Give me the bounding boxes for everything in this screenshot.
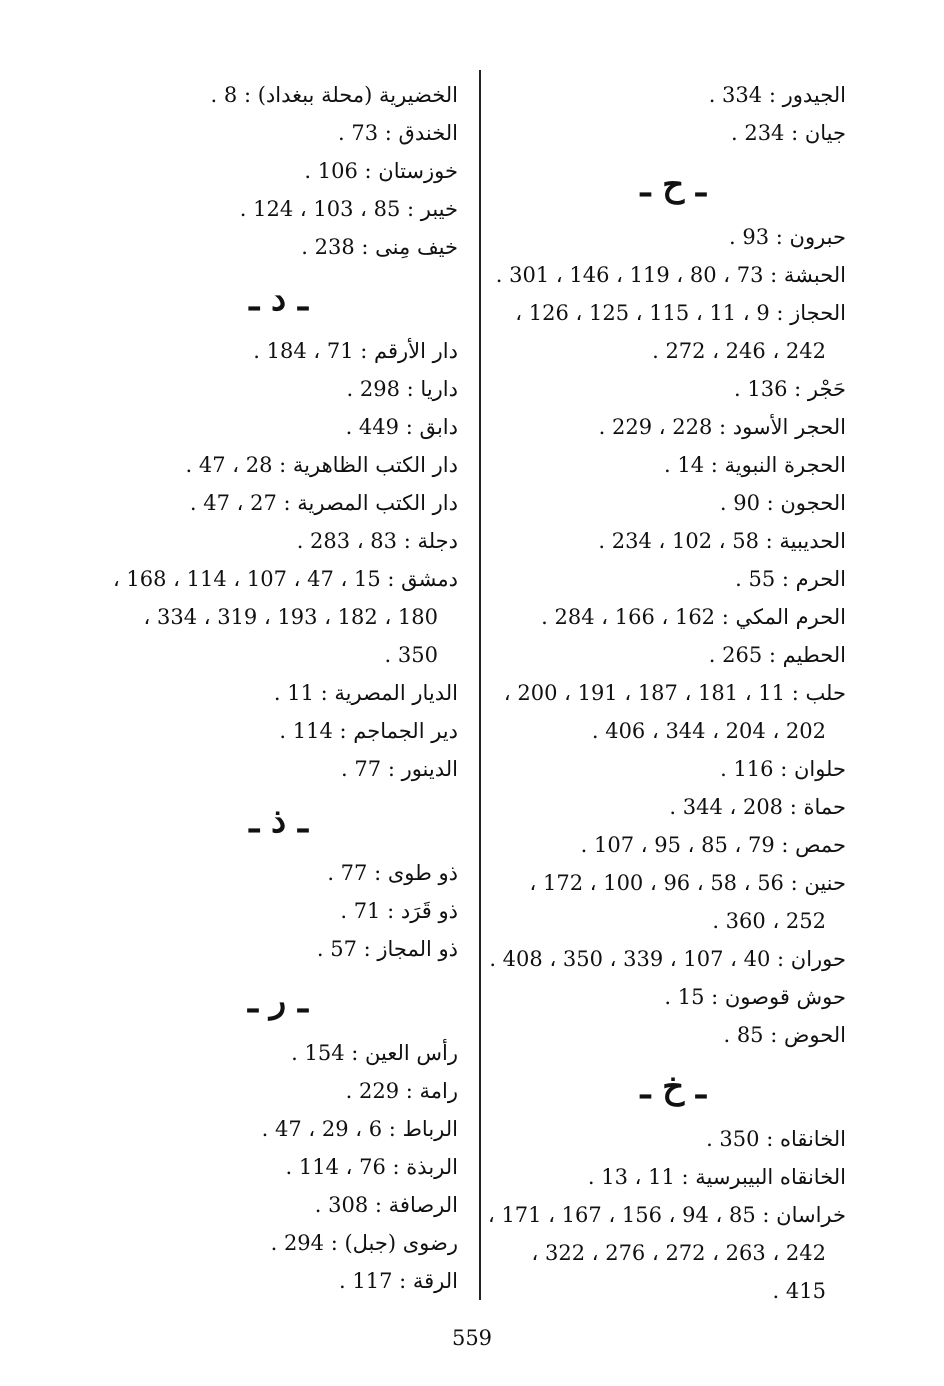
index-entry: حماة : 208 ، 344 . bbox=[669, 795, 846, 819]
index-column-left bbox=[96, 76, 458, 1300]
index-entry: الحوض : 85 . bbox=[723, 1023, 846, 1047]
index-entry: الرصافة : 308 . bbox=[314, 1193, 458, 1217]
index-entry: الحجر الأسود : 228 ، 229 . bbox=[598, 415, 846, 439]
section-letter-heading: ـ د ـ bbox=[249, 279, 308, 319]
index-column-right bbox=[487, 76, 846, 1310]
index-entry: حلوان : 116 . bbox=[720, 757, 846, 781]
index-entry-continuation: 180 ، 182 ، 193 ، 319 ، 334 ، bbox=[143, 605, 438, 629]
index-entry: دير الجماجم : 114 . bbox=[279, 719, 458, 743]
index-entry: خيبر : 85 ، 103 ، 124 . bbox=[239, 197, 458, 221]
page-number: 559 bbox=[451, 1326, 493, 1350]
index-entry: الدينور : 77 . bbox=[341, 757, 458, 781]
index-entry: دار الأرقم : 71 ، 184 . bbox=[253, 339, 458, 363]
index-entry: حوش قوصون : 15 . bbox=[664, 985, 846, 1009]
index-entry: الرباط : 6 ، 29 ، 47 . bbox=[261, 1117, 458, 1141]
index-entry: دمشق : 15 ، 47 ، 107 ، 114 ، 168 ، bbox=[112, 567, 458, 591]
section-letter-heading: ـ ذ ـ bbox=[249, 801, 308, 841]
index-entry: حوران : 40 ، 107 ، 339 ، 350 ، 408 . bbox=[489, 947, 846, 971]
index-entry: دار الكتب الظاهرية : 28 ، 47 . bbox=[185, 453, 458, 477]
index-entry: ذو المجاز : 57 . bbox=[316, 937, 458, 961]
index-entry: دابق : 449 . bbox=[345, 415, 458, 439]
index-entry: الجيدور : 334 . bbox=[708, 83, 846, 107]
index-entry: الرقة : 117 . bbox=[339, 1269, 458, 1293]
index-entry-continuation: 242 ، 263 ، 272 ، 276 ، 322 ، bbox=[531, 1241, 826, 1265]
index-entry: خوزستان : 106 . bbox=[304, 159, 458, 183]
column-divider bbox=[479, 70, 481, 1300]
index-entry: الخانقاه البيبرسية : 11 ، 13 . bbox=[587, 1165, 846, 1189]
index-entry: الخانقاه : 350 . bbox=[706, 1127, 846, 1151]
index-entry: الحرم : 55 . bbox=[735, 567, 846, 591]
index-entry-continuation: 415 . bbox=[772, 1279, 826, 1303]
section-letter-heading: ـ خ ـ bbox=[640, 1067, 706, 1107]
index-entry-continuation: 242 ، 246 ، 272 . bbox=[652, 339, 826, 363]
index-entry: خيف مِنى : 238 . bbox=[301, 235, 458, 259]
index-entry: ذو طوى : 77 . bbox=[327, 861, 458, 885]
index-entry: الديار المصرية : 11 . bbox=[273, 681, 458, 705]
index-entry: الحجون : 90 . bbox=[719, 491, 846, 515]
index-entry: رامة : 229 . bbox=[345, 1079, 458, 1103]
index-entry: دار الكتب المصرية : 27 ، 47 . bbox=[189, 491, 458, 515]
index-entry: الخندق : 73 . bbox=[338, 121, 458, 145]
index-entry: الحطيم : 265 . bbox=[708, 643, 846, 667]
index-entry-continuation: 202 ، 204 ، 344 ، 406 . bbox=[591, 719, 826, 743]
index-entry: خراسان : 85 ، 94 ، 156 ، 167 ، 171 ، bbox=[487, 1203, 846, 1227]
index-entry: رأس العين : 154 . bbox=[291, 1041, 458, 1065]
index-entry: الخضيرية (محلة ببغداد) : 8 . bbox=[210, 83, 458, 107]
index-entry: الحبشة : 73 ، 80 ، 119 ، 146 ، 301 . bbox=[495, 263, 846, 287]
index-entry: حلب : 11 ، 181 ، 187 ، 191 ، 200 ، bbox=[503, 681, 846, 705]
index-entry-continuation: 350 . bbox=[384, 643, 438, 667]
index-entry: الحجاز : 9 ، 11 ، 115 ، 125 ، 126 ، bbox=[515, 301, 846, 325]
index-entry: الحديبية : 58 ، 102 ، 234 . bbox=[598, 529, 846, 553]
index-entry: حبرون : 93 . bbox=[729, 225, 846, 249]
index-entry: الحجرة النبوية : 14 . bbox=[664, 453, 846, 477]
index-entry: الربذة : 76 ، 114 . bbox=[285, 1155, 458, 1179]
index-entry: داريا : 298 . bbox=[346, 377, 458, 401]
index-entry: حَجْر : 136 . bbox=[733, 377, 846, 401]
section-letter-heading: ـ ر ـ bbox=[247, 981, 308, 1021]
index-entry-continuation: 252 ، 360 . bbox=[712, 909, 826, 933]
index-entry: الحرم المكي : 162 ، 166 ، 284 . bbox=[541, 605, 846, 629]
index-entry: حنين : 56 ، 58 ، 96 ، 100 ، 172 ، bbox=[529, 871, 846, 895]
index-entry: حمص : 79 ، 85 ، 95 ، 107 . bbox=[580, 833, 846, 857]
index-entry: رضوى (جبل) : 294 . bbox=[270, 1231, 458, 1255]
section-letter-heading: ـ ح ـ bbox=[640, 165, 706, 205]
index-entry: دجلة : 83 ، 283 . bbox=[296, 529, 458, 553]
index-entry: ذو قَرَد : 71 . bbox=[340, 899, 458, 923]
index-entry: جيان : 234 . bbox=[730, 121, 846, 145]
